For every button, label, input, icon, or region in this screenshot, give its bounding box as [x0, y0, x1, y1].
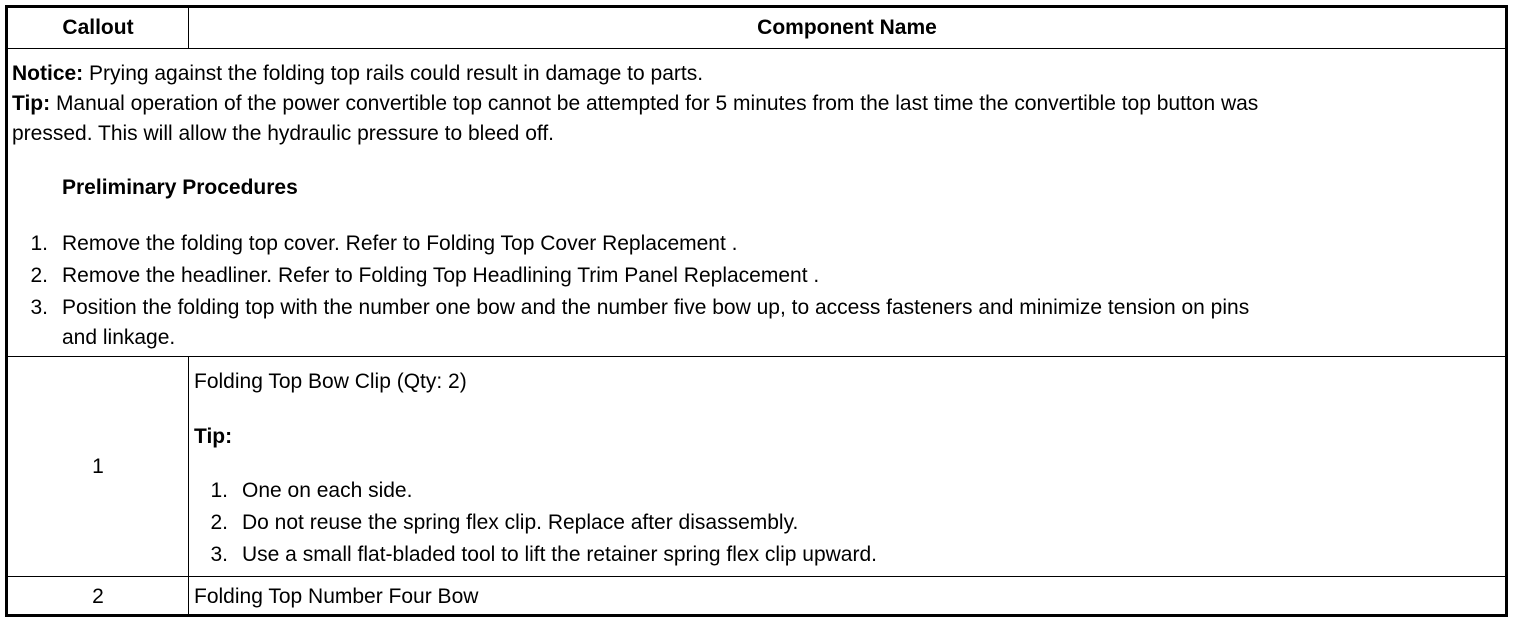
notice-label: Notice: [12, 62, 84, 85]
tip-number: 2. [210, 511, 228, 534]
tip-label: Tip: [194, 425, 233, 448]
step-number: 3. [30, 296, 48, 319]
tip-line-1 [12, 89, 1258, 119]
component-name: Folding Top Number Four Bow [194, 585, 479, 608]
step-text-continued: and linkage. [62, 326, 176, 349]
intro-rule [8, 356, 1505, 357]
tip-text: Use a small flat-bladed tool to lift the retainer spring flex clip upward. [242, 543, 877, 566]
tip-text: One on each side. [242, 479, 413, 502]
step-text: Position the folding top with the number one bow and the number five bow up, to access fasteners and minimize tension on pins [62, 296, 1250, 319]
procedure-table [5, 5, 1508, 617]
header-component-name: Component Name [757, 16, 937, 39]
step-text: Remove the folding top cover. Refer to Folding Top Cover Replacement . [62, 232, 738, 255]
tip-number: 3. [210, 543, 228, 566]
preliminary-heading: Preliminary Procedures [62, 176, 298, 199]
component-name: Folding Top Bow Clip (Qty: 2) [194, 370, 467, 393]
tip-line-2: pressed. This will allow the hydraulic pressure to bleed off. [12, 122, 555, 145]
header-divider [188, 8, 189, 48]
step-text: Remove the headliner. Refer to Folding Top Headlining Trim Panel Replacement . [62, 264, 820, 287]
row2-divider [188, 576, 189, 616]
step-number: 1. [30, 232, 48, 255]
tip-label: Tip: [12, 92, 51, 115]
row1-divider [188, 356, 189, 576]
header-rule [8, 48, 1505, 49]
tip-number: 1. [210, 479, 228, 502]
tip-text: Do not reuse the spring flex clip. Replace after disassembly. [242, 511, 799, 534]
tip-text: Manual operation of the power convertible top cannot be attempted for 5 minutes from the last time the convertible top button was [50, 92, 1259, 115]
notice-line [12, 59, 703, 89]
row1-rule [8, 576, 1505, 577]
notice-text: Prying against the folding top rails could result in damage to parts. [83, 62, 704, 85]
callout-number: 1 [92, 455, 104, 478]
header-callout: Callout [62, 16, 134, 39]
callout-number: 2 [92, 585, 104, 608]
step-number: 2. [30, 264, 48, 287]
